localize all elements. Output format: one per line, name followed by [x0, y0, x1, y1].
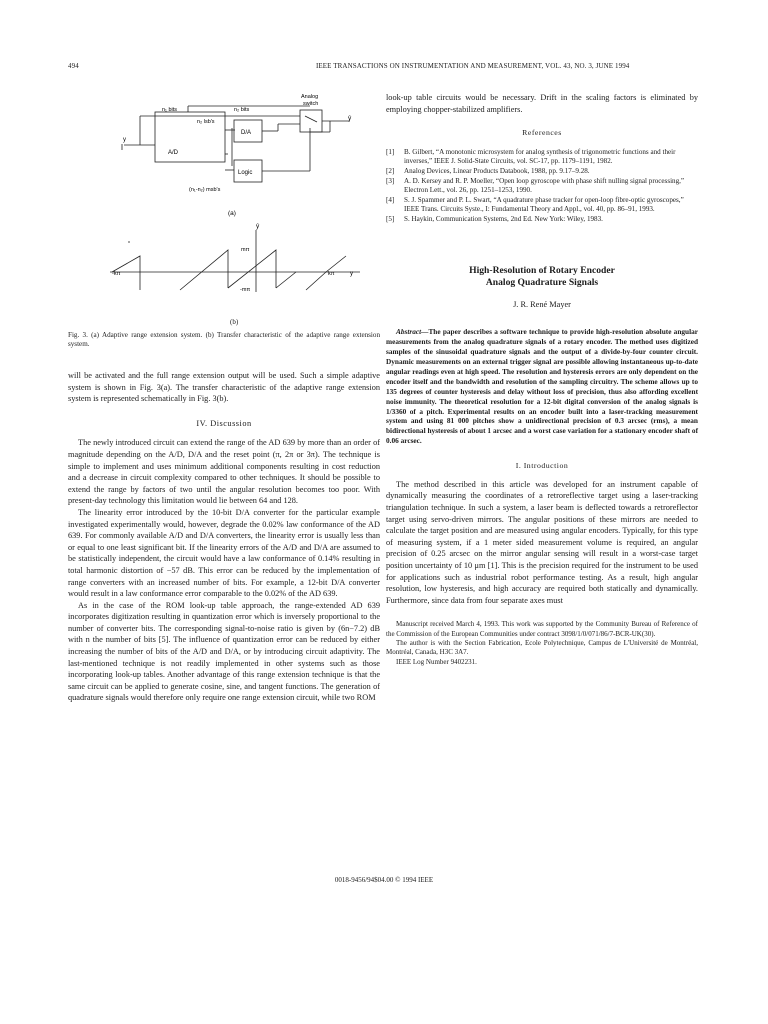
label-neg-k-pi: -kπ [112, 271, 121, 277]
label-analog: Analog [301, 94, 319, 100]
label-y: y [350, 271, 353, 277]
abstract-text: The paper describes a software technique to provide high-resolution absolute angular measurements from the analog quadrature signals of a rotary encoder. The method uses digitized samples of the sinusoidal quadrature signals and the output of a divide-by-four counter circuit. Dynamic measurements on an external trigger signal are possible allowing instantaneous up-to-date angular readings even at high speed. The resolution and hysteresis errors are only dependent on the encoder itself and the bandwidth and resolution of the sampling circuitry. The scheme allows up to 135 degrees of counter hysteresis and delay without loss of precision, thus also affording excellent noise immunity. The theoretical resolution for a 12-bit digital conversion of the analog signals is 1/3360 of a pitch. Experimental results on an encoder built into a laser-tracking measurement system and using 81 000 pitches show a unidirectional precision of 0.3 arcsec (rms), a mean bidirectional hysteresis of about 1 arcsec and a worst case variation for a stationary encoder shaft of 0.06 arcsec. [386, 327, 698, 446]
reference-text: Analog Devices, Linear Products Databook, 1988, pp. 9.17–9.28. [404, 166, 590, 175]
page-number: 494 [68, 62, 79, 70]
abstract-lead: Abstract— [396, 327, 429, 337]
reference-number: [2] [386, 166, 395, 175]
footnote-author: The author is with the Section Fabrication, Ecole Polytechnique, Campus de L'Université de Montréal, Montréal, Canada, H3C 3A7. [386, 638, 698, 657]
reference-item [386, 148, 698, 167]
reference-item [386, 215, 698, 225]
transfer-segment [180, 250, 228, 290]
reference-text: S. Haykin, Communication Systems, 2nd Ed. New York: Wiley, 1983. [404, 214, 603, 223]
switch-contact [305, 116, 317, 122]
figure-caption: Fig. 3. (a) Adaptive range extension system. (b) Transfer characteristic of the adaptive range extension system. [68, 331, 380, 349]
label-k-pi: kπ [328, 271, 335, 277]
right-para-1: look-up table circuits would be necessary. Drift in the scaling factors is eliminated by employing chopper-stabilized amplifiers. [386, 93, 698, 114]
abstract [386, 327, 698, 446]
copyright-line: 0018-9456/94$04.00 © 1994 IEEE [334, 876, 434, 884]
block-diagram [122, 106, 350, 242]
section-introduction: I. Introduction [515, 461, 569, 471]
reference-number: [4] [386, 195, 395, 204]
label-logic: Logic [238, 170, 253, 176]
reference-item [386, 196, 698, 215]
label-n2-bits: n₂ bits [234, 107, 250, 113]
reference-number: [1] [386, 147, 395, 156]
article-title-line-1: High-Resolution of Rotary Encoder [469, 264, 615, 276]
author: J. R. René Mayer [513, 299, 571, 309]
reference-text: A. D. Kersey and R. P. Moeller, “Open loop gyroscope with phase shift nulling signal processing,” Electron Lett., vol. 26, pp. 1251–1253, 1990. [404, 176, 685, 195]
intro-para: The method described in this article was developed for an instrument capable of dynamically measuring the coordinates of a retroreflective target using a laser-tracking triangulation technique. In such a system, a laser beam is deflected towards a retroreflector target using servo-driven mirrors. The angular positions of these mirrors are needed to calculate the target position and are measured using angular encoders. Typically, for this type of measuring system, if a 1 meter sided measurement volume is required, an angular precision of 0.25 arcsec on the mirror angular sensing will result in a worst-case target position uncertainty of 10 μm [1]. This is the precision required for the instrument to be used for applications such as industrial robot performance testing. As a result, high angular resolution, low hysteresis, and high accuracy are required both statically and dynamically. Furthermore, since data from four separate axes must [386, 479, 698, 605]
figure-label-a: (a) [228, 210, 236, 217]
reference-number: [5] [386, 214, 395, 223]
reference-text: S. J. Spammer and P. L. Swart, “A quadrature phase tracker for open-loop fibre-optic gyroscopes,” IEEE Trans. Circuits Syste., I: Fundamental Theory and Appl., vol. 40, pp. 86–91, 1993. [404, 195, 684, 214]
reference-list [386, 148, 698, 225]
left-para-2: The newly introduced circuit can extend the range of the AD 639 by more than an order of magnitude depending on the A/D, D/A and the reset point (π, 2π or 3π). The technique is simple to implement and uses minimum additional components resulting in cost reduction and a decrease in circuit complexity compared to other techniques. It should be possible to extend the range by factors of two until the angular resolution becomes too poor. With present-day technology this limitation would lie between 64 and 128. [68, 438, 380, 506]
right-column [386, 92, 698, 667]
label-da: D/A [241, 130, 252, 136]
footnotes [386, 620, 698, 666]
running-title: IEEE TRANSACTIONS ON INSTRUMENTATION AND MEASUREMENT, VOL. 43, NO. 3, JUNE 1994 [316, 62, 630, 70]
transfer-segment [276, 272, 296, 288]
left-column [68, 370, 380, 704]
reference-text: B. Gilbert, “A monotonic microsystem for analog synthesis of trigonometric functions and their inverses,” IEEE J. Solid-State Circuits, vol. SC-17, pp. 1179–1191, 1982. [404, 147, 676, 166]
label-n2-lsbs: n₂ lsb's [197, 119, 215, 125]
left-para-3: The linearity error introduced by the 10-bit D/A converter for the particular example investigated experimentally would, however, degrade the 0.02% law conformance of the AD 639. For commonly available A/D and D/A converters, the linearity error is usually less than or equal to one least significant bit. If the linearity errors of the A/D and D/A are assumed to be statistically independent, the circuit would have a law conformance of 0.14% resulting in total harmonic distortion of −57 dB. This error can be reduced by the implementation of range converters with an increased number of bits. For example, a 12-bit D/A converter would result in a law conformance error comparable to the 0.02% of the AD 639. [68, 507, 380, 599]
label-y-in: y [123, 137, 126, 143]
footnote-manuscript: Manuscript received March 4, 1993. This work was supported by the Community Bureau of Reference of the Commission of the European Communities under contract 3098/1/0/071/86/7-BCR-UK(30). [386, 620, 698, 638]
footnote-log: IEEE Log Number 9402231. [396, 657, 477, 666]
label-msbs: (n₁-n₂) msb's [189, 187, 221, 193]
section-discussion: IV. Discussion [196, 418, 252, 428]
figure-label-b: (b) [230, 318, 239, 326]
label-y-out: ŷ [348, 115, 352, 122]
label-n1-bits: n₁ bits [162, 107, 178, 113]
left-para-4: As in the case of the ROM look-up table approach, the range-extended AD 639 incorporates digitization resulting in quantization error which is inversely proportional to the number of converter bits. The corresponding signal-to-noise ratio is given by (6n−7.2) dB with n the number of bits [5]. The influence of quantization error can be reduced by either increasing the number of bits of the A/D and D/A, or by introducing circuit adaptivity. The last-mentioned technique is not readily implemented in other systems such as those incorporating look-up tables. Another advantage of this range extension technique is that the same circuit can be applied to generate cosine, sine, and tangent functions. The generation of quadrature signals would therefore only require one range extension circuit, while two ROM [68, 600, 380, 703]
transfer-plot [110, 230, 360, 292]
analog-switch-box [300, 110, 322, 132]
article-title-line-2: Analog Quadrature Signals [485, 277, 599, 289]
references-heading: References [522, 128, 562, 138]
label-ad: A/D [168, 150, 179, 156]
figure-3 [110, 92, 378, 304]
transfer-segment [228, 250, 276, 288]
reference-item [386, 177, 698, 196]
reference-item [386, 167, 698, 177]
label-neg-m-pi: -mπ [240, 287, 251, 293]
label-m-pi: mπ [241, 247, 250, 253]
transfer-segment [306, 256, 346, 290]
article-title [386, 265, 698, 290]
reference-number: [3] [386, 176, 395, 185]
label-switch: switch [303, 101, 319, 107]
left-para-1: will be activated and the full range extension output will be used. Such a simple adaptive system is shown in Fig. 3(a). The transfer characteristic of the adaptive range extension system is represented schematically in Fig. 3(b). [68, 371, 380, 404]
label-y-hat: ŷ [256, 223, 260, 230]
